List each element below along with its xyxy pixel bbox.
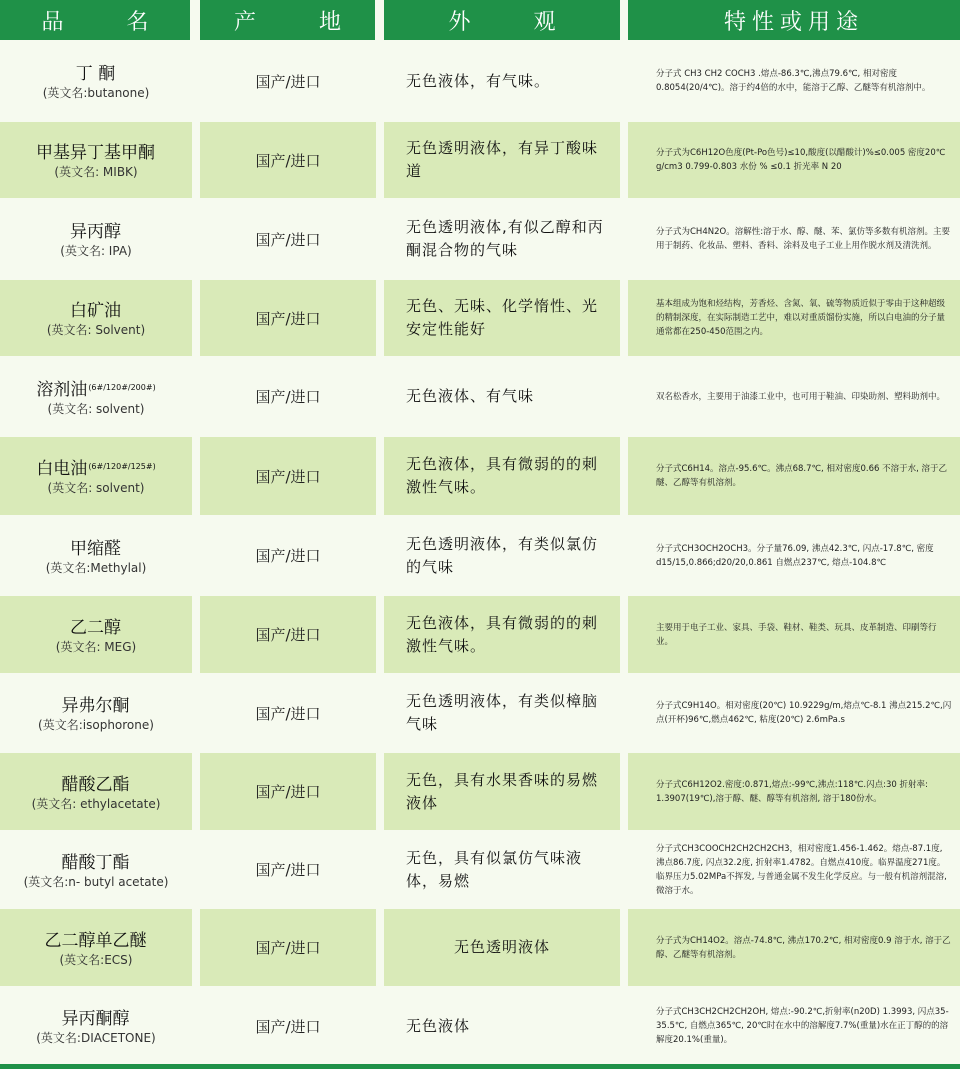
properties-cell xyxy=(628,596,960,673)
table-row xyxy=(0,675,960,751)
product-name: 醋酸乙酯 xyxy=(61,774,130,795)
origin-cell xyxy=(200,675,376,751)
english-name: (英文名:ECS) xyxy=(59,952,133,967)
properties-text: 分子式为CH14O2。溶点-74.8℃, 沸点170.2℃, 相对密度0.9 溶于水, 溶于乙醇、乙醚等有机溶剂。 xyxy=(656,935,951,960)
appearance-text: 无色液体、有气味 xyxy=(406,387,535,405)
product-name: 醋酸丁酯 xyxy=(61,852,130,873)
table-row xyxy=(0,517,960,594)
english-name: (英文名:n- butyl acetate) xyxy=(23,874,169,889)
origin-cell xyxy=(200,832,376,907)
appearance-text: 无色透明液体 xyxy=(453,938,550,956)
origin-text: 国产/进口 xyxy=(255,151,321,170)
table-row xyxy=(0,200,960,278)
header-origin: 产 地 xyxy=(200,0,375,40)
origin-cell xyxy=(200,358,376,435)
product-name-cell xyxy=(0,675,192,751)
appearance-text: 无色液体，具有微弱的的刺激性气味。 xyxy=(406,613,599,655)
product-name-cell xyxy=(0,122,192,198)
properties-text: 双名松香水，主要用于油漆工业中，也可用于鞋油、印染助剂、塑料助剂中。 xyxy=(656,391,946,402)
table-header xyxy=(0,0,960,42)
appearance-cell xyxy=(384,675,620,751)
properties-cell xyxy=(628,437,960,515)
english-name: (英文名: IPA) xyxy=(60,244,132,258)
origin-cell xyxy=(200,280,376,356)
english-name: (英文名: solvent) xyxy=(47,481,145,495)
english-name: (英文名:Methylal) xyxy=(45,560,147,575)
table-row xyxy=(0,596,960,673)
product-name-cell xyxy=(0,832,192,907)
product-grade: (6#/120#/200#) xyxy=(88,382,156,392)
english-name: (英文名: ethylacetate) xyxy=(31,796,161,811)
product-name-cell xyxy=(0,753,192,830)
appearance-cell xyxy=(384,596,620,673)
properties-text: 分子式C6H12O2.密度:0.871,熔点:-99℃,沸点:118℃.闪点:30 折射率: 1.3907(19℃),溶于醇、醚、醇等有机溶剂, 溶于180份水。 xyxy=(656,779,928,804)
origin-cell xyxy=(200,596,376,673)
appearance-text: 无色液体，具有微弱的的刺激性气味。 xyxy=(406,455,599,496)
properties-text: 分子式为C6H12O色度(Pt-Po色号)≤10,酸度(以醋酸计)%≤0.005 密度20℃ g/cm3 0.799-0.803 水份 % ≤0.1 折光率 N 20 xyxy=(656,148,946,172)
table-row xyxy=(0,358,960,435)
appearance-cell xyxy=(384,517,620,594)
product-name-cell xyxy=(0,200,192,278)
origin-text: 国产/进口 xyxy=(255,861,321,879)
origin-cell xyxy=(200,42,376,120)
properties-text: 分子式为CH4N2O。溶解性:溶于水、醇、醚、苯、氯仿等多数有机溶剂。主要用于制药、化妆品、塑料、香料、涂料及电子工业上用作脱水剂及清洗剂。 xyxy=(656,227,951,251)
properties-text: 分子式C6H14。溶点-95.6℃。沸点68.7℃, 相对密度0.66 不溶于水, 溶于乙醚、乙醇等有机溶剂。 xyxy=(656,464,947,488)
product-name: 白矿油 xyxy=(70,301,121,321)
product-name-cell xyxy=(0,42,192,120)
properties-cell xyxy=(628,122,960,198)
appearance-cell xyxy=(384,200,620,278)
origin-text: 国产/进口 xyxy=(255,783,321,801)
properties-cell xyxy=(628,200,960,278)
origin-cell xyxy=(200,988,376,1064)
product-name: 甲基异丁基甲酮 xyxy=(36,143,155,163)
bottom-divider xyxy=(0,1064,960,1069)
header-product-name: 品 名 xyxy=(0,0,190,40)
appearance-text: 无色液体 xyxy=(406,1016,471,1035)
origin-text: 国产/进口 xyxy=(255,626,321,644)
origin-text: 国产/进口 xyxy=(255,230,321,249)
product-grade: (6#/120#/125#) xyxy=(88,462,156,471)
appearance-cell xyxy=(384,832,620,907)
appearance-cell xyxy=(384,909,620,986)
origin-cell xyxy=(200,909,376,986)
table-row xyxy=(0,437,960,515)
appearance-text: 无色透明液体，有类似樟脑气味 xyxy=(406,692,599,733)
properties-cell xyxy=(628,988,960,1064)
product-name-cell xyxy=(0,280,192,356)
table-row xyxy=(0,988,960,1064)
product-name-cell xyxy=(0,437,192,515)
table-row xyxy=(0,753,960,830)
origin-text: 国产/进口 xyxy=(255,704,321,723)
origin-text: 国产/进口 xyxy=(255,309,321,328)
table-row xyxy=(0,280,960,356)
appearance-text: 无色，具有似氯仿气味液体，易燃 xyxy=(406,848,583,890)
origin-text: 国产/进口 xyxy=(255,388,321,406)
product-name: 乙二醇单乙醚 xyxy=(44,930,147,951)
properties-cell xyxy=(628,675,960,751)
properties-text: 分子式CH3COOCH2CH2CH2CH3，相对密度1.456-1.462。熔点-87.1度, 沸点86.7度, 闪点32.2度, 折射率1.4782。自燃点410度。临界温度271度。临界压力5.02MPa不挥发, 与普通金属不发生化学反应。与一般有机溶剂混溶, 微溶于水。 xyxy=(656,843,947,896)
table-row xyxy=(0,122,960,198)
product-name: 白电油 xyxy=(36,459,88,479)
appearance-cell xyxy=(384,753,620,830)
origin-cell xyxy=(200,753,376,830)
properties-cell xyxy=(628,909,960,986)
origin-cell xyxy=(200,437,376,515)
header-properties: 特性或用途 xyxy=(628,0,960,40)
english-name: (英文名: Solvent) xyxy=(46,323,146,337)
origin-text: 国产/进口 xyxy=(255,467,321,486)
properties-cell xyxy=(628,358,960,435)
product-name-cell xyxy=(0,909,192,986)
english-name: (英文名:isophorone) xyxy=(38,718,154,732)
product-name-cell xyxy=(0,988,192,1064)
header-appearance: 外 观 xyxy=(384,0,620,40)
product-name: 异丙酮醇 xyxy=(61,1009,130,1029)
english-name: (英文名: MEG) xyxy=(55,639,137,654)
origin-text: 国产/进口 xyxy=(255,939,321,957)
properties-text: 分子式CH3OCH2OCH3。分子量76.09, 沸点42.3℃, 闪点-17.8℃, 密度d15/15,0.866;d20/20,0.861 自燃点237℃, 熔点-104.8℃ xyxy=(656,543,934,568)
origin-cell xyxy=(200,200,376,278)
properties-text: 分子式 CH3 CH2 COCH3 .熔点-86.3℃,沸点79.6℃, 相对密度0.8054(20/4℃)。溶于约4倍的水中，能溶于乙醇、乙醚等有机溶剂中。 xyxy=(656,69,931,93)
product-name: 丁 酮 xyxy=(75,64,116,84)
table-row xyxy=(0,909,960,986)
appearance-cell xyxy=(384,122,620,198)
properties-cell xyxy=(628,280,960,356)
properties-text: 分子式C9H14O。相对密度(20℃) 10.9229g/m,熔点℃-8.1 沸点215.2℃,闪点(开杯)96℃,燃点462℃, 粘度(20℃) 2.6mPa.s xyxy=(656,701,952,725)
appearance-cell xyxy=(384,280,620,356)
properties-text: 主要用于电子工业、家具、手袋、鞋材、鞋类、玩具、皮革制造、印刷等行业。 xyxy=(656,622,937,647)
appearance-text: 无色、无味、化学惰性、光安定性能好 xyxy=(406,297,599,338)
properties-cell xyxy=(628,832,960,907)
appearance-text: 无色，具有水果香味的易燃液体 xyxy=(406,770,599,812)
table-row xyxy=(0,832,960,907)
appearance-cell xyxy=(384,358,620,435)
origin-cell xyxy=(200,517,376,594)
product-name: 异丙醇 xyxy=(70,222,121,242)
english-name: (英文名:DIACETONE) xyxy=(36,1031,156,1045)
appearance-cell xyxy=(384,437,620,515)
properties-text: 分子式CH3CH2CH2CH2OH, 熔点:-90.2℃,折射率(n20D) 1.3993, 闪点35-35.5℃, 自燃点365℃, 20℃时在水中的溶解度7.7%(重量)水在正丁醇的的溶解度20.1%(重量)。 xyxy=(656,1007,949,1045)
appearance-text: 无色液体，有气味。 xyxy=(406,71,551,90)
product-name: 异弗尔酮 xyxy=(61,696,130,716)
product-name-cell xyxy=(0,596,192,673)
appearance-text: 无色透明液体，有类似氯仿的气味 xyxy=(406,534,599,576)
product-name-cell xyxy=(0,358,192,435)
appearance-text: 无色透明液体,有似乙醇和丙酮混合物的气味 xyxy=(406,218,604,259)
properties-text: 基本组成为饱和烃结构，芳香烃、含氮、氧、硫等物质近似于零由于这种超级的精制深度，在实际制造工艺中，难以对重质馏份实施，所以白电油的分子量通常都在250-450范围之内。 xyxy=(656,299,946,337)
appearance-cell xyxy=(384,42,620,120)
product-name-cell xyxy=(0,517,192,594)
english-name: (英文名: MIBK) xyxy=(54,165,138,179)
appearance-text: 无色透明液体，有异丁酸味道 xyxy=(406,139,599,180)
properties-cell xyxy=(628,517,960,594)
properties-cell xyxy=(628,753,960,830)
origin-text: 国产/进口 xyxy=(255,1017,321,1036)
table-row xyxy=(0,42,960,120)
appearance-cell xyxy=(384,988,620,1064)
product-name: 溶剂油 xyxy=(36,379,88,400)
origin-cell xyxy=(200,122,376,198)
english-name: (英文名: solvent) xyxy=(47,401,145,416)
properties-cell xyxy=(628,42,960,120)
product-name: 乙二醇 xyxy=(70,617,121,638)
english-name: (英文名:butanone) xyxy=(42,86,150,100)
origin-text: 国产/进口 xyxy=(255,547,321,565)
origin-text: 国产/进口 xyxy=(255,72,321,91)
product-name: 甲缩醛 xyxy=(70,538,121,559)
